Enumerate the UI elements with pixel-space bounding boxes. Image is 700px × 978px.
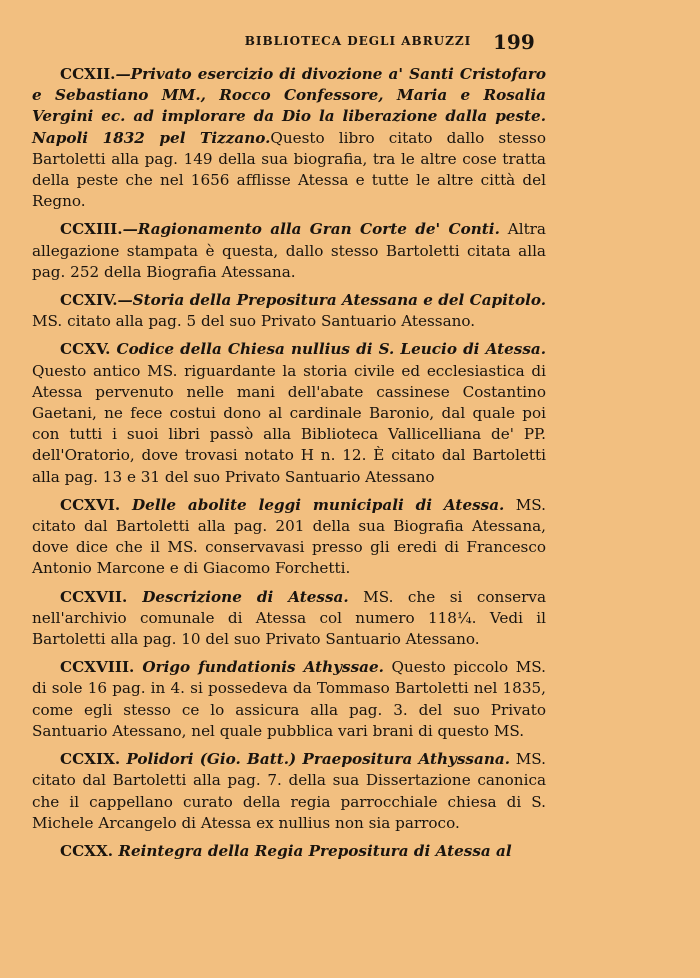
- catalog-entry: [32, 841, 546, 862]
- entry-title: —Storia della Prepositura Atessana e del Capitolo.: [117, 291, 546, 310]
- entry-number: CCXIV.: [60, 291, 118, 310]
- entry-title: Delle abolite leggi municipali di Atessa.: [120, 495, 505, 514]
- catalog-entry: [32, 219, 546, 283]
- catalog-entry: [32, 495, 546, 580]
- catalog-entry: [32, 587, 546, 651]
- entry-title: Origo fundationis Athyssae.: [134, 658, 384, 677]
- catalog-entry: [32, 290, 546, 332]
- entry-text: Questo piccolo MS. di sole 16 pag. in 4. si possedeva da Tommaso Bartoletti nel 1835, come egli stesso ce lo assicura alla pag. 3. del suo Privato Santuario Atessano, nel quale pubblica vari brani di questo MS.: [32, 658, 546, 740]
- entry-number: CCXV.: [60, 340, 111, 359]
- running-title: BIBLIOTECA DEGLI ABRUZZI: [244, 34, 472, 48]
- entry-title: Polidori (Gio. Batt.) Praepositura Athyssana.: [120, 750, 510, 769]
- entry-title: Codice della Chiesa nullius di S. Leucio di Atessa.: [110, 340, 546, 359]
- entry-title: —Privato esercizio di divozione a' Santi Cristofaro e Sebastiano MM., Rocco Confessore, Maria e Rosalia Vergini ec. ad implorare da Dio la liberazione dalla peste. Napoli 1832 pel Tizzano.: [32, 65, 546, 147]
- entry-number: CCXX.: [60, 841, 114, 860]
- entry-number: CCXIII.: [60, 220, 123, 239]
- entry-number: CCXVI.: [60, 495, 121, 514]
- entry-text: Questo libro citato dallo stesso Bartoletti alla pag. 149 della sua biografia, tra le altre cose tratta della peste che nel 1656 afflisse Atessa e tutte le altre città del Regno.: [32, 128, 546, 211]
- page-body: [32, 64, 546, 869]
- entry-number: CCXVII.: [60, 587, 128, 606]
- catalog-entry: [32, 657, 546, 742]
- entry-number: CCXIX.: [60, 750, 121, 769]
- entry-text: Questo antico MS. riguardante la storia civile ed ecclesiastica di Atessa pervenuto nelle mani dell'abate cassinese Costantino Gaetani, ne fece costui dono al cardinale Baronio, dal quale poi con tutti i suoi libri passò alla Biblioteca Vallicelliana de' PP. dell'Oratorio, dove trovasi notato H n. 12. È citato dal Bartoletti alla pag. 13 e 31 del suo Privato Santuario Atessano: [32, 361, 546, 486]
- catalog-entry: [32, 64, 546, 212]
- entry-text: MS. citato alla pag. 5 del suo Privato Santuario Atessano.: [32, 312, 476, 331]
- entry-text: MS. che si conserva nell'archivio comunale di Atessa col numero 118¼. Vedi il Bartoletti alla pag. 10 del suo Privato Santuario Atessano.: [32, 587, 546, 649]
- catalog-entry: [32, 749, 546, 834]
- entry-title: —Ragionamento alla Gran Corte de' Conti.: [122, 220, 500, 239]
- entry-text: MS. citato dal Bartoletti alla pag. 7. della sua Dissertazione canonica che il cappellano curato della regia parrocchiale chiesa di S. Michele Arcangelo di Atessa ex nullius non sia parroco.: [32, 750, 546, 832]
- page-number: 199: [493, 30, 535, 54]
- entry-text: Altra allegazione stampata è questa, dallo stesso Bartoletti citata alla pag. 252 della Biografia Atessana.: [32, 220, 546, 281]
- entry-title: Reintegra della Regia Prepositura di Atessa al: [113, 841, 512, 860]
- entry-number: CCXVIII.: [60, 658, 135, 677]
- entry-text: MS. citato dal Bartoletti alla pag. 201 della sua Biografia Atessana, dove dice che il MS. conservavasi presso gli eredi di Francesco Antonio Marcone e di Giacomo Forchetti.: [32, 495, 546, 578]
- entry-title: Descrizione di Atessa.: [127, 587, 349, 606]
- catalog-entry: [32, 339, 546, 487]
- entry-number: CCXII.: [60, 65, 116, 83]
